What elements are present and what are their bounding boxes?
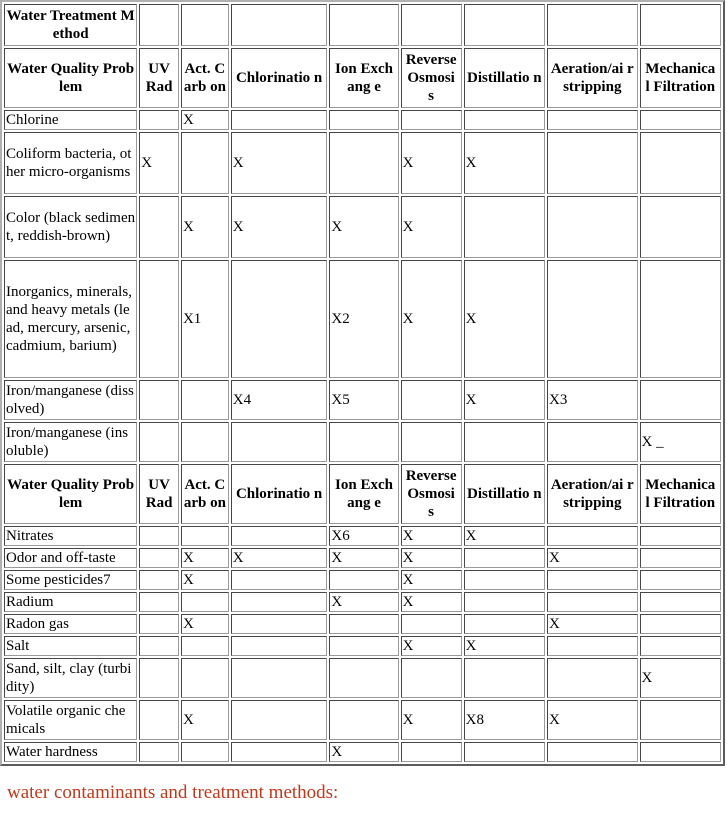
table-row	[4, 526, 721, 546]
method-cell	[181, 636, 229, 656]
method-cell: X	[464, 636, 545, 656]
table-row	[4, 570, 721, 590]
column-header: Water Quality Problem	[4, 464, 137, 524]
column-header: Ion Exchang e	[329, 464, 398, 524]
empty-cell	[181, 4, 229, 46]
method-cell: X6	[329, 526, 398, 546]
method-cell: X	[231, 132, 328, 194]
method-cell: X	[139, 132, 179, 194]
method-cell: X _	[640, 422, 721, 462]
problem-cell: Chlorine	[4, 110, 137, 130]
table-row	[4, 260, 721, 378]
table-row	[4, 700, 721, 740]
method-cell	[181, 132, 229, 194]
column-header: Chlorinatio n	[231, 464, 328, 524]
method-cell	[181, 526, 229, 546]
method-cell	[139, 614, 179, 634]
method-cell	[464, 110, 545, 130]
method-cell	[547, 196, 638, 258]
problem-cell: Some pesticides7	[4, 570, 137, 590]
method-cell	[547, 132, 638, 194]
table-row	[4, 196, 721, 258]
column-header: UV Rad	[139, 48, 179, 108]
problem-cell: Nitrates	[4, 526, 137, 546]
problem-cell: Radium	[4, 592, 137, 612]
method-cell: X	[181, 548, 229, 568]
column-header: Reverse Osmosi s	[401, 464, 462, 524]
problem-cell: Sand, silt, clay (turbidity)	[4, 658, 137, 698]
method-cell	[547, 592, 638, 612]
method-cell	[640, 196, 721, 258]
method-cell: X	[329, 196, 398, 258]
method-cell	[329, 422, 398, 462]
method-cell: X	[401, 700, 462, 740]
method-cell	[640, 592, 721, 612]
method-cell: X	[401, 196, 462, 258]
column-header: Aeration/ai r stripping	[547, 48, 638, 108]
empty-cell	[547, 4, 638, 46]
method-cell	[231, 700, 328, 740]
method-cell	[640, 110, 721, 130]
empty-cell	[640, 4, 721, 46]
empty-cell	[231, 4, 328, 46]
column-header: Ion Exchang e	[329, 48, 398, 108]
empty-cell	[329, 4, 398, 46]
column-header: Aeration/ai r stripping	[547, 464, 638, 524]
method-cell	[329, 110, 398, 130]
method-cell	[329, 570, 398, 590]
method-cell	[181, 658, 229, 698]
method-cell: X	[464, 526, 545, 546]
method-cell	[329, 614, 398, 634]
method-cell	[231, 592, 328, 612]
method-cell	[464, 592, 545, 612]
table-row	[4, 614, 721, 634]
method-cell: X	[231, 196, 328, 258]
method-cell	[329, 132, 398, 194]
column-header-row-b	[4, 464, 721, 524]
method-cell: X	[401, 526, 462, 546]
problem-cell: Iron/manganese (dissolved)	[4, 380, 137, 420]
method-cell	[640, 548, 721, 568]
table-row	[4, 380, 721, 420]
method-cell: X1	[181, 260, 229, 378]
method-cell: X8	[464, 700, 545, 740]
method-cell	[139, 570, 179, 590]
empty-cell	[464, 4, 545, 46]
method-cell	[231, 614, 328, 634]
method-cell	[181, 742, 229, 762]
method-cell	[547, 658, 638, 698]
problem-cell: Water hardness	[4, 742, 137, 762]
method-cell	[464, 196, 545, 258]
method-cell: X	[401, 636, 462, 656]
column-header-row-a	[4, 48, 721, 108]
column-header: Distillatio n	[464, 48, 545, 108]
problem-cell: Radon gas	[4, 614, 137, 634]
method-cell	[139, 196, 179, 258]
method-cell	[640, 570, 721, 590]
table-body	[4, 4, 721, 762]
column-header: Mechanica l Filtration	[640, 48, 721, 108]
method-cell: X	[401, 132, 462, 194]
method-cell: X	[401, 592, 462, 612]
method-cell	[181, 592, 229, 612]
table-row	[4, 110, 721, 130]
problem-cell: Iron/manganese (insoluble)	[4, 422, 137, 462]
method-cell	[139, 526, 179, 546]
method-cell	[401, 110, 462, 130]
column-header: Reverse Osmosi s	[401, 48, 462, 108]
method-cell: X3	[547, 380, 638, 420]
method-cell: X	[181, 196, 229, 258]
method-cell	[464, 570, 545, 590]
method-cell	[401, 742, 462, 762]
method-cell	[547, 526, 638, 546]
method-cell: X	[464, 260, 545, 378]
method-cell	[139, 110, 179, 130]
method-cell	[231, 570, 328, 590]
table-row	[4, 658, 721, 698]
method-cell	[464, 614, 545, 634]
problem-cell: Color (black sediment, reddish-brown)	[4, 196, 137, 258]
method-cell	[231, 110, 328, 130]
column-header: Chlorinatio n	[231, 48, 328, 108]
method-cell	[640, 742, 721, 762]
method-cell	[139, 260, 179, 378]
method-cell	[139, 592, 179, 612]
method-cell	[464, 742, 545, 762]
method-cell	[139, 548, 179, 568]
method-cell	[329, 700, 398, 740]
method-cell: X	[547, 614, 638, 634]
column-header: Act. Carb on	[181, 48, 229, 108]
method-cell	[231, 636, 328, 656]
method-cell	[547, 636, 638, 656]
empty-cell	[401, 4, 462, 46]
page-caption: water contaminants and treatment methods:	[7, 782, 339, 803]
method-cell	[547, 110, 638, 130]
method-cell: X	[464, 132, 545, 194]
method-cell	[231, 260, 328, 378]
method-cell	[181, 380, 229, 420]
problem-cell: Odor and off-taste	[4, 548, 137, 568]
method-cell	[640, 700, 721, 740]
method-cell	[547, 742, 638, 762]
method-cell: X	[401, 570, 462, 590]
method-cell	[640, 614, 721, 634]
method-cell: X	[181, 700, 229, 740]
method-cell	[401, 422, 462, 462]
method-cell	[401, 380, 462, 420]
method-cell: X	[547, 548, 638, 568]
method-cell	[640, 636, 721, 656]
method-cell	[231, 422, 328, 462]
method-cell: X	[181, 570, 229, 590]
method-cell: X2	[329, 260, 398, 378]
method-cell	[181, 422, 229, 462]
method-cell	[401, 614, 462, 634]
method-cell	[231, 658, 328, 698]
table-row	[4, 742, 721, 762]
method-cell	[139, 742, 179, 762]
method-cell: X	[181, 110, 229, 130]
method-cell: X	[329, 548, 398, 568]
method-cell: X	[401, 260, 462, 378]
column-header: Distillatio n	[464, 464, 545, 524]
problem-cell: Coliform bacteria, other micro-organisms	[4, 132, 137, 194]
method-cell	[231, 526, 328, 546]
problem-cell: Inorganics, minerals, and heavy metals (lead, mercury, arsenic, cadmium, barium)	[4, 260, 137, 378]
method-cell	[139, 658, 179, 698]
method-cell: X4	[231, 380, 328, 420]
column-header: Act. Carb on	[181, 464, 229, 524]
header-row-top	[4, 4, 721, 46]
method-cell: X	[329, 592, 398, 612]
method-cell	[640, 380, 721, 420]
method-cell: X	[464, 380, 545, 420]
column-header: Mechanica l Filtration	[640, 464, 721, 524]
method-cell: X	[231, 548, 328, 568]
table-row	[4, 422, 721, 462]
method-cell	[464, 422, 545, 462]
table-row	[4, 592, 721, 612]
method-cell	[464, 658, 545, 698]
table-row	[4, 132, 721, 194]
method-cell	[329, 636, 398, 656]
method-cell	[640, 260, 721, 378]
problem-cell: Volatile organic chemicals	[4, 700, 137, 740]
method-cell	[329, 658, 398, 698]
method-cell	[139, 380, 179, 420]
method-cell: X	[640, 658, 721, 698]
column-header: UV Rad	[139, 464, 179, 524]
problem-cell: Salt	[4, 636, 137, 656]
method-cell	[464, 548, 545, 568]
method-cell: X	[181, 614, 229, 634]
method-cell	[139, 422, 179, 462]
method-cell: X5	[329, 380, 398, 420]
method-cell: X	[329, 742, 398, 762]
method-cell	[640, 526, 721, 546]
method-cell	[547, 422, 638, 462]
method-cell	[139, 700, 179, 740]
table-row	[4, 548, 721, 568]
top-header-cell: Water Treatment Method	[4, 4, 137, 46]
method-cell	[547, 570, 638, 590]
empty-cell	[139, 4, 179, 46]
method-cell: X	[401, 548, 462, 568]
method-cell	[547, 260, 638, 378]
method-cell: X	[547, 700, 638, 740]
method-cell	[640, 132, 721, 194]
method-cell	[401, 658, 462, 698]
method-cell	[231, 742, 328, 762]
method-cell	[139, 636, 179, 656]
column-header: Water Quality Problem	[4, 48, 137, 108]
table-row	[4, 636, 721, 656]
